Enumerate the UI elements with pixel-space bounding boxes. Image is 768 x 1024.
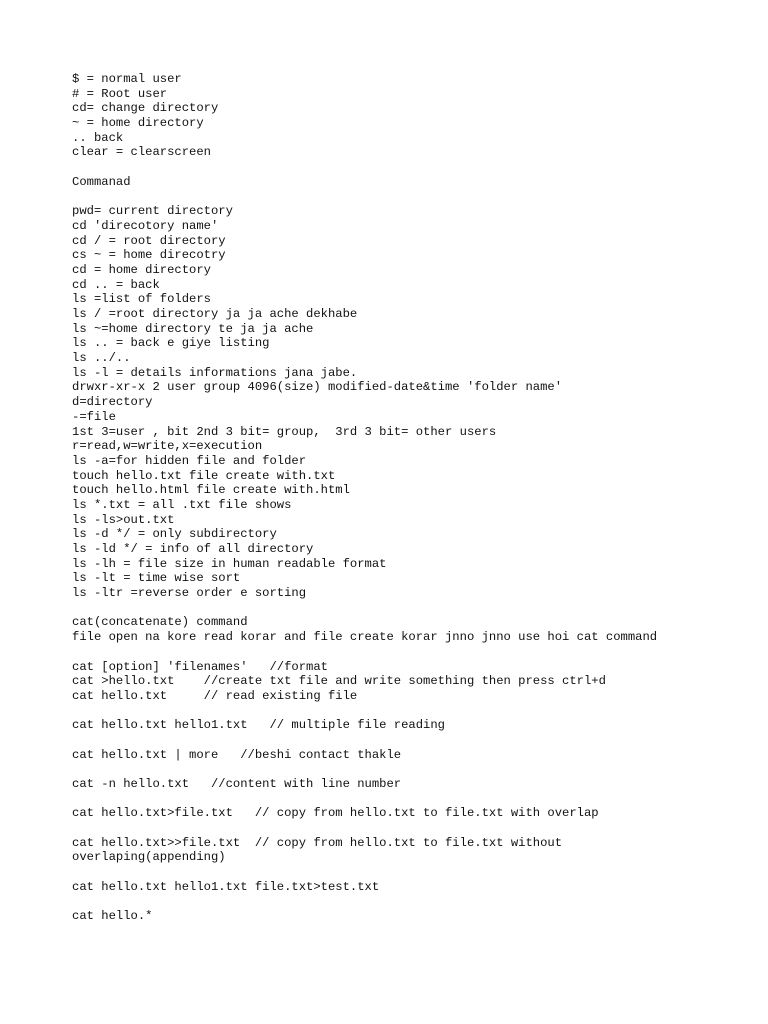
document-body <box>72 72 752 924</box>
text-line: cat hello.txt>file.txt // copy from hello.txt to file.txt with overlap <box>72 806 599 821</box>
text-line: ls ~=home directory te ja ja ache <box>72 321 314 336</box>
text-line: clear = clearscreen <box>72 145 211 160</box>
text-line: ls -lh = file size in human readable format <box>72 556 387 571</box>
blank-line <box>72 190 752 205</box>
text-line: cd / = root directory <box>72 233 226 248</box>
text-line: overlaping(appending) <box>72 850 226 865</box>
text-line: ls -lt = time wise sort <box>72 571 241 586</box>
text-line: file open na kore read korar and file create korar jnno jnno use hoi cat command <box>72 630 658 645</box>
text-line: cat hello.txt | more //beshi contact thakle <box>72 747 402 762</box>
text-line: cat hello.txt // read existing file <box>72 688 358 703</box>
blank-line <box>72 733 752 748</box>
text-line: cat >hello.txt //create txt file and write something then press ctrl+d <box>72 674 606 689</box>
text-line: cat(concatenate) command <box>72 615 248 630</box>
text-line: ls .. = back e giye listing <box>72 336 270 351</box>
text-line: cd .. = back <box>72 277 160 292</box>
text-line: ls -l = details informations jana jabe. <box>72 365 358 380</box>
text-line: ls -ltr =reverse order e sorting <box>72 586 307 601</box>
text-line: d=directory <box>72 395 153 410</box>
blank-line <box>72 792 752 807</box>
blank-line <box>72 762 752 777</box>
text-line: .. back <box>72 130 124 145</box>
text-line: cat hello.txt>>file.txt // copy from hello.txt to file.txt without <box>72 835 563 850</box>
text-line: ls -a=for hidden file and folder <box>72 453 307 468</box>
text-line: ls ../.. <box>72 351 131 366</box>
text-line: cd= change directory <box>72 101 219 116</box>
text-line: cs ~ = home direcotry <box>72 248 226 263</box>
blank-line <box>72 821 752 836</box>
text-line: ls -d */ = only subdirectory <box>72 527 277 542</box>
text-line: Commanad <box>72 174 131 189</box>
text-line: cat [option] 'filenames' //format <box>72 659 328 674</box>
text-line: ls / =root directory ja ja ache dekhabe <box>72 307 358 321</box>
text-line: cat hello.txt hello1.txt // multiple file reading <box>72 718 445 733</box>
text-line: cat hello.* <box>72 909 153 924</box>
text-line: cat -n hello.txt //content with line number <box>72 777 402 791</box>
text-line: 1st 3=user , bit 2nd 3 bit= group, 3rd 3 bit= other users <box>72 424 497 439</box>
blank-line <box>72 865 752 880</box>
text-line: pwd= current directory <box>72 204 233 219</box>
text-line: # = Root user <box>72 86 168 101</box>
text-line: touch hello.txt file create with.txt <box>72 468 336 483</box>
text-line: -=file <box>72 409 116 424</box>
blank-line <box>72 704 752 719</box>
blank-line <box>72 601 752 616</box>
text-line: ls -ld */ = info of all directory <box>72 542 314 556</box>
text-line: ls *.txt = all .txt file shows <box>72 497 292 512</box>
text-line: cd = home directory <box>72 262 211 277</box>
blank-line <box>72 895 752 910</box>
text-line: cd 'direcotory name' <box>72 218 219 233</box>
text-line: ls =list of folders <box>72 292 211 307</box>
text-line: r=read,w=write,x=execution <box>72 439 263 454</box>
blank-line <box>72 645 752 660</box>
text-line: ls -ls>out.txt <box>72 512 175 527</box>
text-line: ~ = home directory <box>72 116 204 131</box>
blank-line <box>72 160 752 175</box>
text-line: $ = normal user <box>72 72 182 86</box>
text-line: drwxr-xr-x 2 user group 4096(size) modified-date&time 'folder name' <box>72 380 563 395</box>
text-line: cat hello.txt hello1.txt file.txt>test.txt <box>72 879 380 894</box>
text-line: touch hello.html file create with.html <box>72 483 350 498</box>
